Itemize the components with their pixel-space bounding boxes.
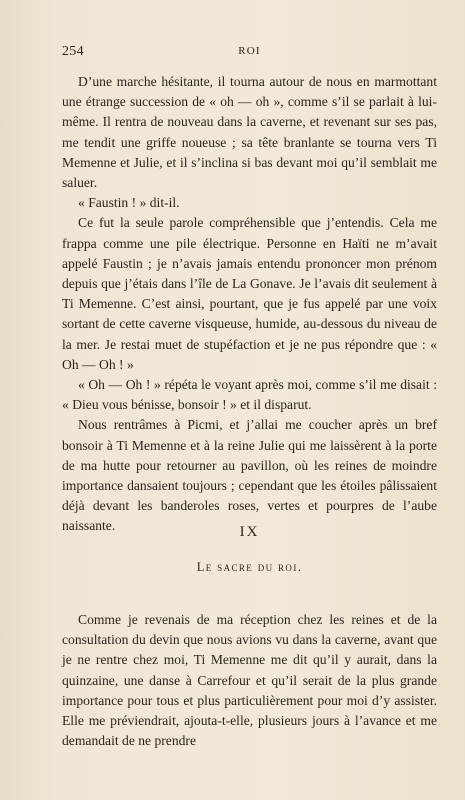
chapter-title: Le sacre du roi. <box>196 560 303 574</box>
text-block-top <box>62 72 437 537</box>
paragraph: « Faustin ! » dit-il. <box>78 195 180 211</box>
paragraph: Ce fut la seule parole compréhensible que j’entendis. Cela me frappa comme une pile électrique. Personne en Haïti ne m’avait appelé Faustin ; je n’avais jamais entendu prononcer mon prénom depuis que j’étais dans l’île de La Gonave. Je l’avais dit seulement à Ti Memenne. C’est ainsi, pourtant, que je fus appelé par une voix sortant de cette caverne visqueuse, humide, au-dessous du niveau de la mer. Je restai muet de stupéfaction et je ne pus répondre que : « Oh — Oh ! » <box>62 215 437 372</box>
paragraph: Nous rentrâmes à Picmi, et j’allai me coucher après un bref bonsoir à Ti Memenne et à la reine Julie qui me laissèrent à la porte de ma hutte pour retourner au pavillon, où les reines de moindre importance dansaient toujours ; cependant que les étoiles pâlissaient déjà devant les banderoles roses, vertes et pourpres de l’aube naissante. <box>62 417 437 534</box>
page-header <box>62 44 437 64</box>
page-number: 254 <box>62 44 84 59</box>
text-block-bottom <box>62 610 437 751</box>
running-head: ROI <box>238 45 261 57</box>
paragraph: « Oh — Oh ! » répéta le voyant après moi, comme s’il me disait : « Dieu vous bénisse, bonsoir ! » et il disparut. <box>62 377 437 413</box>
paragraph: D’une marche hésitante, il tourna autour de nous en marmottant une étrange succession de « oh — oh », comme s’il se parlait à lui-même. Il rentra de nouveau dans la caverne, et revenant sur ses pas, me tendit une griffe noueuse ; sa tête branlante se tourna vers Ti Memenne et Julie, et il s’inclina si bas devant moi qu’il semblait me saluer. <box>62 74 437 191</box>
chapter-number: IX <box>239 524 260 540</box>
paragraph: Comme je revenais de ma réception chez les reines et de la consultation du devin que nous avions vu dans la caverne, avant que je ne rentre chez moi, Ti Memenne me dit qu’il y aurait, dans la quinzaine, une danse à Carrefour et qu’il serait de la plus grande importance pour tous et plus particulièrement pour moi d’y assister. Elle me préviendrait, ajouta-t-elle, plusieurs jours à l’avance et me demandait de ne prendre <box>62 612 437 749</box>
